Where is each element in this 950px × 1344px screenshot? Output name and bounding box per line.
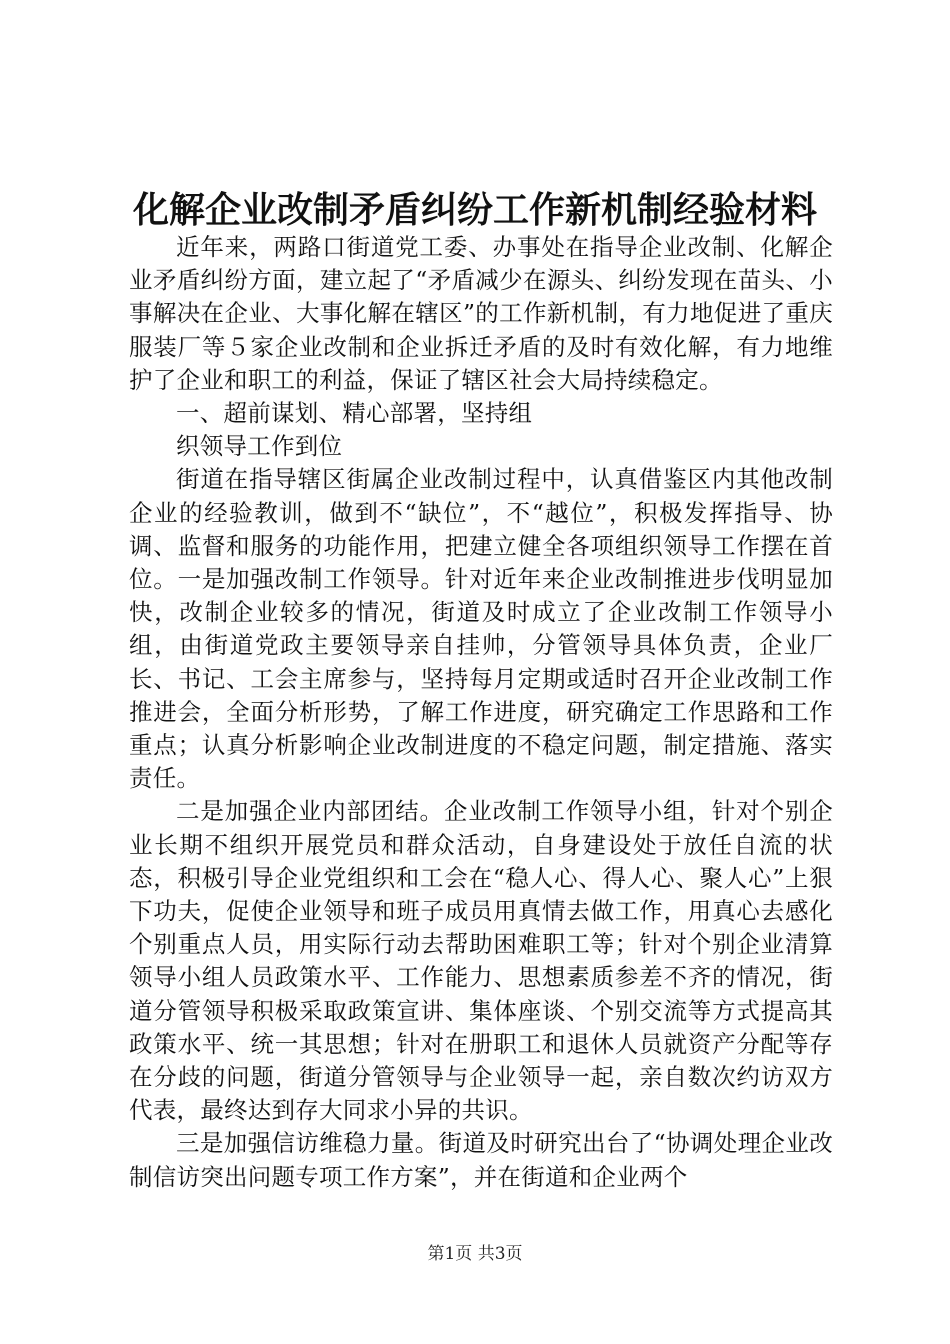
document-body — [129, 231, 833, 1194]
page-footer: 第1页 共3页 — [427, 1244, 523, 1264]
section-heading-line-2: 织领导工作到位 — [176, 432, 343, 461]
document-title: 化解企业改制矛盾纠纷工作新机制经验材料 — [132, 189, 817, 231]
section-heading-line-1: 一、超前谋划、精心部署，坚持组 — [176, 399, 533, 428]
paragraph-leadership: 街道在指导辖区街属企业改制过程中，认真借鉴区内其他改制企业的经验教训，做到不“缺位”，不“越位”，积极发挥指导、协调、监督和服务的功能作用，把建立健全各项组织领导工作摆在首位。一是加强改制工作领导。针对近年来企业改制推进步伐明显加快，改制企业较多的情况，街道及时成立了企业改制工作领导小组，由街道党政主要领导亲自挂帅，分管领导具体负责，企业厂长、书记、工会主席参与，坚持每月定期或适时召开企业改制工作推进会，全面分析形势，了解工作进度，研究确定工作思路和工作重点；认真分析影响企业改制进度的不稳定问题，制定措施、落实责任。 — [129, 465, 833, 793]
paragraph-petition: 三是加强信访维稳力量。街道及时研究出台了“协调处理企业改制信访突出问题专项工作方案”，并在街道和企业两个 — [129, 1129, 833, 1191]
paragraph-unity: 二是加强企业内部团结。企业改制工作领导小组，针对个别企业长期不组织开展党员和群众活动，自身建设处于放任自流的状态，积极引导企业党组织和工会在“稳人心、得人心、聚人心”上狠下功夫，促使企业领导和班子成员用真情去做工作，用真心去感化个别重点人员，用实际行动去帮助困难职工等；针对个别企业清算领导小组人员政策水平、工作能力、思想素质参差不齐的情况，街道分管领导积极采取政策宣讲、集体座谈、个别交流等方式提高其政策水平、统一其思想；针对在册职工和退休人员就资产分配等存在分歧的问题，街道分管领导与企业领导一起，亲自数次约访双方代表，最终达到存大同求小异的共识。 — [129, 797, 833, 1125]
paragraph-intro: 近年来，两路口街道党工委、办事处在指导企业改制、化解企业矛盾纠纷方面，建立起了“矛盾减少在源头、纠纷发现在苗头、小事解决在企业、大事化解在辖区”的工作新机制，有力地促进了重庆服装厂等５家企业改制和企业拆迁矛盾的及时有效化解，有力地维护了企业和职工的利益，保证了辖区社会大局持续稳定。 — [129, 233, 833, 394]
